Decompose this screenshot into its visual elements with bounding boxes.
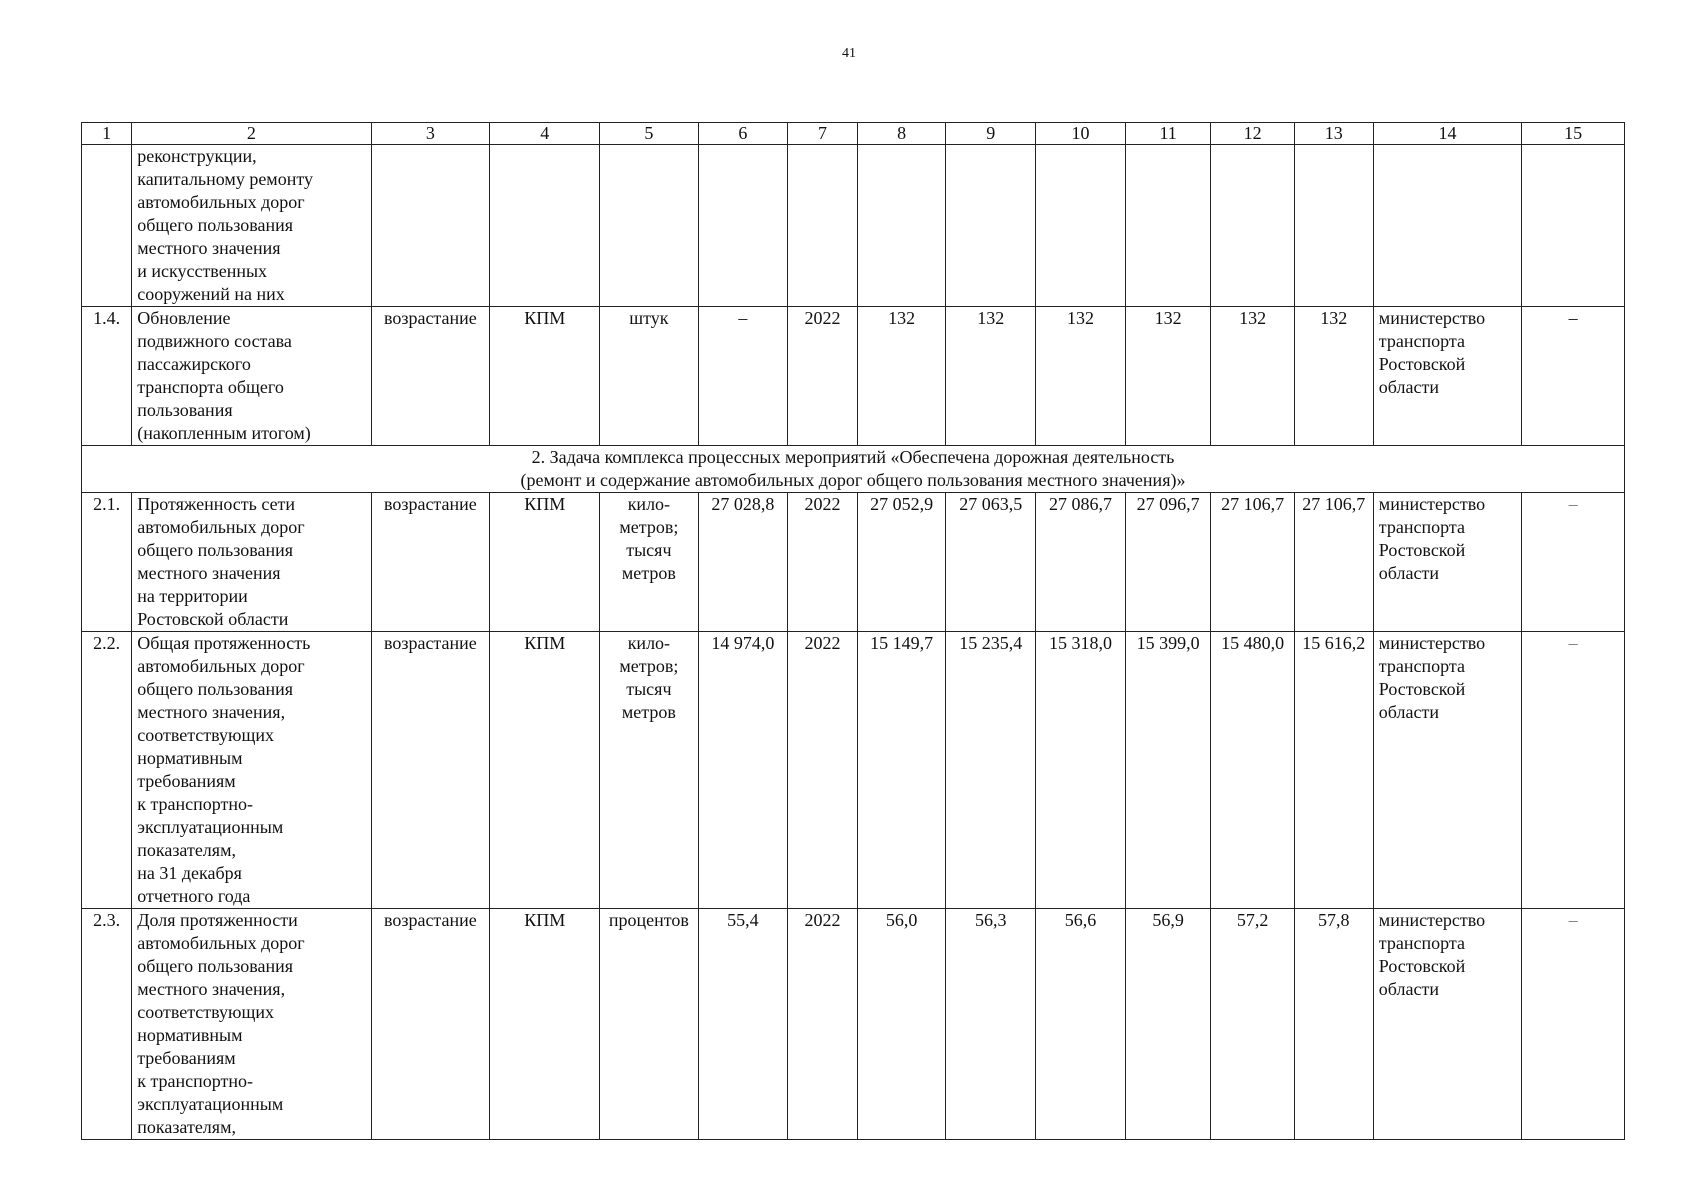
trend: возрастание xyxy=(371,307,490,446)
base-year: 2022 xyxy=(788,493,857,632)
table-row xyxy=(82,632,1625,909)
section-header-row xyxy=(82,446,1625,493)
value-col10: 132 xyxy=(1036,307,1126,446)
column-number: 2 xyxy=(132,123,371,145)
col15-value: – xyxy=(1522,307,1625,446)
value-col12: 27 106,7 xyxy=(1211,493,1294,632)
col15-value: – xyxy=(1522,632,1625,909)
base-year: 2022 xyxy=(788,632,857,909)
value-col11: 132 xyxy=(1125,307,1210,446)
indicator-name: реконструкции, капитальному ремонту автомобильных дорог общего пользования местного значения и искусственных сооружений на них xyxy=(132,145,371,307)
value-col8: 27 052,9 xyxy=(857,493,946,632)
col15-value: – xyxy=(1522,493,1625,632)
responsible: министерство транспорта Ростовской области xyxy=(1373,632,1522,909)
value-col12: 57,2 xyxy=(1211,909,1294,1140)
value-col13: 15 616,2 xyxy=(1294,632,1373,909)
unit: кило- метров; тысяч метров xyxy=(600,493,698,632)
value-col9: 27 063,5 xyxy=(946,493,1036,632)
indicator-type: КПМ xyxy=(490,632,600,909)
page-number: 41 xyxy=(842,46,856,61)
value-col10: 15 318,0 xyxy=(1036,632,1126,909)
section-title: 2. Задача комплекса процессных мероприятий «Обеспечена дорожная деятельность (ремонт и содержание автомобильных дорог общего пользования местного значения)» xyxy=(82,446,1625,493)
trend: возрастание xyxy=(371,493,490,632)
base-value: 55,4 xyxy=(698,909,788,1140)
column-number: 6 xyxy=(698,123,788,145)
base-year: 2022 xyxy=(788,307,857,446)
value-col11: 27 096,7 xyxy=(1125,493,1210,632)
trend: возрастание xyxy=(371,632,490,909)
value-col9: 132 xyxy=(946,307,1036,446)
base-value: 14 974,0 xyxy=(698,632,788,909)
base-year: 2022 xyxy=(788,909,857,1140)
row-number: 2.1. xyxy=(82,493,132,632)
column-number: 13 xyxy=(1294,123,1373,145)
value-col9: 56,3 xyxy=(946,909,1036,1140)
column-number: 3 xyxy=(371,123,490,145)
trend: возрастание xyxy=(371,909,490,1140)
value-col9: 15 235,4 xyxy=(946,632,1036,909)
indicators-table xyxy=(81,122,1625,1140)
table-row xyxy=(82,307,1625,446)
value-col8: 132 xyxy=(857,307,946,446)
value-col10: 56,6 xyxy=(1036,909,1126,1140)
unit: кило- метров; тысяч метров xyxy=(600,632,698,909)
indicator-type: КПМ xyxy=(490,307,600,446)
base-value: – xyxy=(698,307,788,446)
value-col8: 15 149,7 xyxy=(857,632,946,909)
indicator-name: Обновление подвижного состава пассажирского транспорта общего пользования (накопленным итогом) xyxy=(132,307,371,446)
column-number: 1 xyxy=(82,123,132,145)
unit: штук xyxy=(600,307,698,446)
indicator-type: КПМ xyxy=(490,909,600,1140)
row-number: 1.4. xyxy=(82,307,132,446)
responsible: министерство транспорта Ростовской области xyxy=(1373,909,1522,1140)
table-row xyxy=(82,909,1625,1140)
row-number: 2.3. xyxy=(82,909,132,1140)
value-col12: 15 480,0 xyxy=(1211,632,1294,909)
column-number-row xyxy=(82,123,1625,145)
responsible: министерство транспорта Ростовской области xyxy=(1373,493,1522,632)
indicator-name: Доля протяженности автомобильных дорог общего пользования местного значения, соответствующих нормативным требованиям к транспортно- эксплуатационным показателям, xyxy=(132,909,371,1140)
column-number: 5 xyxy=(600,123,698,145)
table-row xyxy=(82,493,1625,632)
value-col8: 56,0 xyxy=(857,909,946,1140)
value-col11: 15 399,0 xyxy=(1125,632,1210,909)
column-number: 15 xyxy=(1522,123,1625,145)
table-row xyxy=(82,145,1625,307)
value-col13: 57,8 xyxy=(1294,909,1373,1140)
column-number: 8 xyxy=(857,123,946,145)
column-number: 12 xyxy=(1211,123,1294,145)
column-number: 7 xyxy=(788,123,857,145)
value-col10: 27 086,7 xyxy=(1036,493,1126,632)
indicator-type: КПМ xyxy=(490,493,600,632)
column-number: 4 xyxy=(490,123,600,145)
unit: процентов xyxy=(600,909,698,1140)
value-col12: 132 xyxy=(1211,307,1294,446)
base-value: 27 028,8 xyxy=(698,493,788,632)
column-number: 11 xyxy=(1125,123,1210,145)
responsible: министерство транспорта Ростовской области xyxy=(1373,307,1522,446)
value-col13: 132 xyxy=(1294,307,1373,446)
indicator-name: Протяженность сети автомобильных дорог общего пользования местного значения на территории Ростовской области xyxy=(132,493,371,632)
col15-value: – xyxy=(1522,909,1625,1140)
column-number: 9 xyxy=(946,123,1036,145)
value-col13: 27 106,7 xyxy=(1294,493,1373,632)
indicator-name: Общая протяженность автомобильных дорог общего пользования местного значения, соответствующих нормативным требованиям к транспортно- эксплуатационным показателям, на 31 декабря отчетного года xyxy=(132,632,371,909)
column-number: 14 xyxy=(1373,123,1522,145)
row-number: 2.2. xyxy=(82,632,132,909)
value-col11: 56,9 xyxy=(1125,909,1210,1140)
column-number: 10 xyxy=(1036,123,1126,145)
